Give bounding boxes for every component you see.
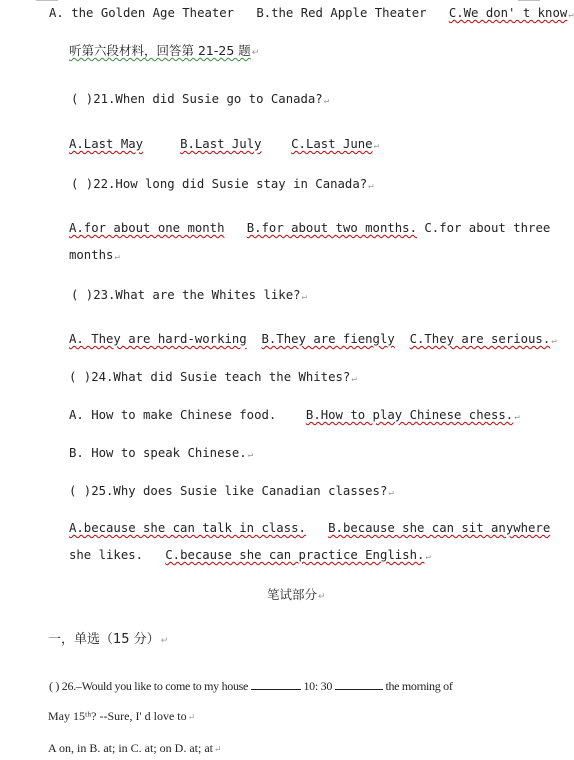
question-25-options-cont: she likes. C.because she can practice English.↵ (69, 548, 431, 562)
question-21-options: A.Last May B.Last July C.Last June↵ (69, 137, 379, 151)
question-23: ( )23.What are the Whites like?↵ (71, 288, 307, 302)
question-22: ( )22.How long did Susie stay in Canada?↵ (71, 177, 374, 191)
question-23-options: A. They are hard-working B.They are fiengly C.They are serious.↵ (69, 332, 557, 346)
paragraph-mark-icon: ↵ (214, 744, 222, 754)
q20-options-line (49, 5, 574, 23)
question-24-option-c: B. How to speak Chinese.↵ (69, 446, 254, 460)
question-25-options: A.because she can talk in class. B.because she can sit anywhere (69, 521, 551, 535)
question-24: ( )24.What did Susie teach the Whites?↵ (69, 370, 357, 384)
paragraph-mark-icon: ↵ (318, 592, 326, 602)
answer-blank (251, 678, 301, 690)
paragraph-mark-icon: ↵ (160, 636, 169, 646)
section1-title: 一，单选（15 分）↵ (48, 632, 169, 647)
question-21: ( )21.When did Susie go to Canada?↵ (71, 92, 330, 106)
question-22-options: A.for about one month B.for about two months. C.for about three (69, 221, 551, 235)
paragraph-mark-icon: ↵ (351, 374, 357, 384)
paragraph-mark-icon: ↵ (301, 292, 307, 302)
paragraph-mark-icon: ↵ (568, 10, 574, 20)
paragraph-mark-icon: ↵ (514, 412, 520, 422)
page-corner-mark (518, 0, 540, 1)
paragraph-mark-icon: ↵ (323, 96, 330, 106)
paragraph-mark-icon: ↵ (368, 181, 374, 191)
paragraph-mark-icon: ↵ (373, 141, 379, 151)
paragraph-mark-icon: ↵ (425, 552, 431, 562)
question-26-options: A on, in B. at; in C. at; on D. at; at↵ (48, 741, 222, 755)
answer-blank (335, 678, 383, 690)
option-a: A. the Golden Age Theater (49, 6, 235, 20)
section6-header: 听第六段材料，回答第 21-25 题↵ (69, 43, 260, 58)
paragraph-mark-icon: ↵ (114, 252, 120, 262)
question-26: ( ) 26.–Would you like to come to my house 10: 30 the morning of (49, 679, 453, 693)
page-corner-mark (36, 0, 58, 1)
question-26-cont: May 15ᵗʰ? --Sure, I' d love to↵ (48, 709, 196, 723)
option-b: B.the Red Apple Theater (256, 6, 427, 20)
question-25: ( )25.Why does Susie like Canadian classes?↵ (69, 484, 394, 498)
paragraph-mark-icon: ↵ (388, 488, 394, 498)
paragraph-mark-icon: ↵ (551, 336, 557, 346)
paragraph-mark-icon: ↵ (247, 450, 254, 460)
paragraph-mark-icon: ↵ (251, 48, 260, 58)
question-24-options: A. How to make Chinese food. B.How to play Chinese chess.↵ (69, 408, 520, 422)
option-c: C.We don' t know (448, 6, 568, 20)
question-22-options-cont: months↵ (69, 248, 120, 262)
paragraph-mark-icon: ↵ (187, 712, 196, 722)
written-part-title: 笔试部分↵ (267, 587, 326, 602)
